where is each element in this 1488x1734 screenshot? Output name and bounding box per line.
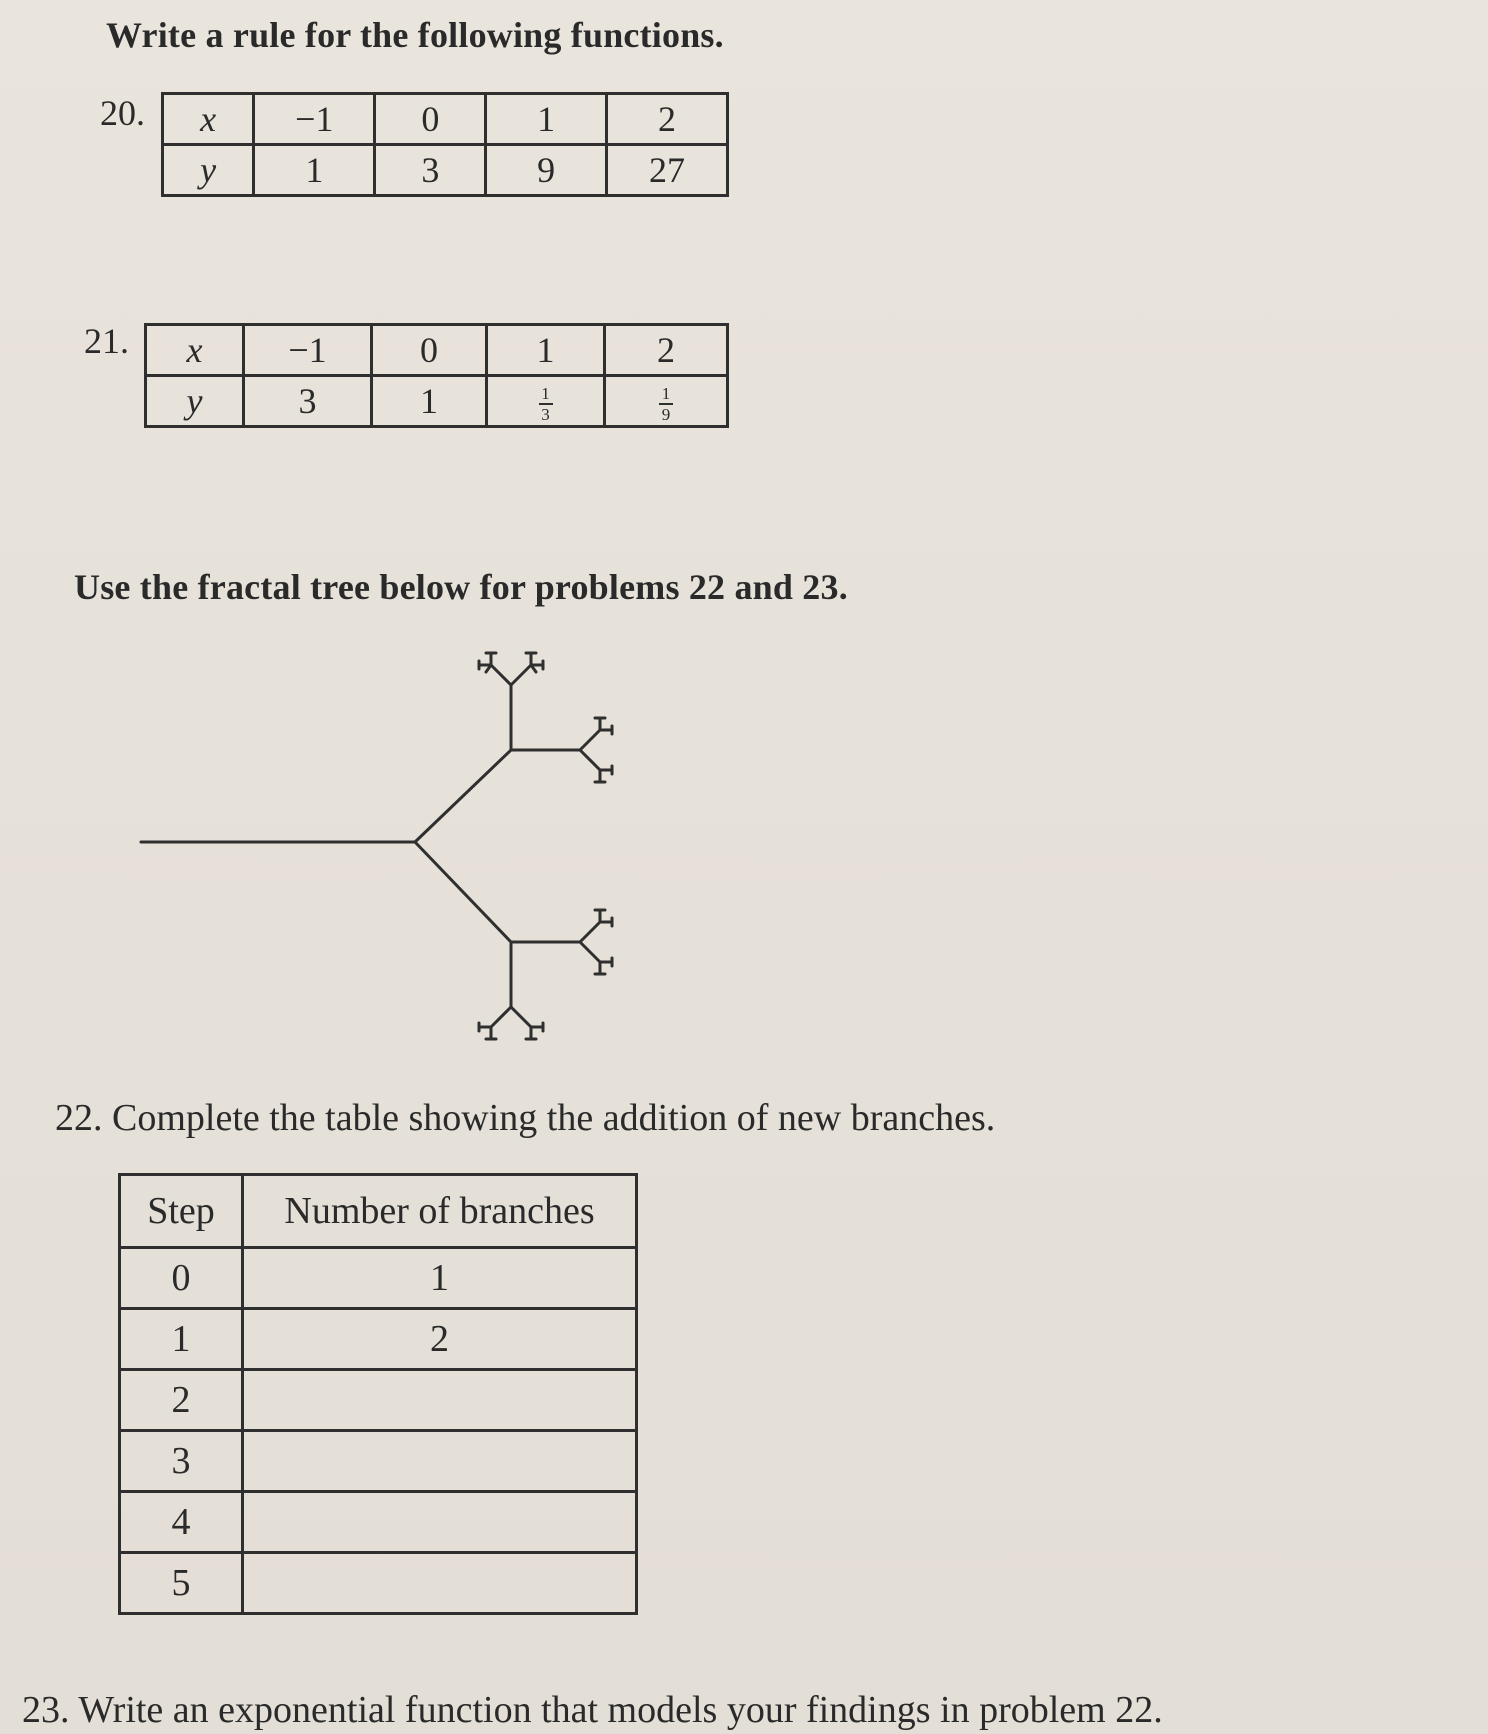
branches-cell: 2 — [243, 1309, 637, 1370]
branches-cell[interactable] — [243, 1492, 637, 1553]
tree-branch — [511, 1007, 531, 1027]
table-row — [120, 1553, 637, 1614]
x-value: 1 — [487, 325, 605, 376]
tree-branch — [415, 750, 511, 842]
fraction-numerator: 1 — [541, 383, 550, 403]
y-value: 1 — [254, 145, 375, 196]
branches-table — [118, 1173, 638, 1615]
table-row — [120, 1492, 637, 1553]
fraction-denominator: 9 — [661, 404, 671, 424]
tree-branch — [415, 842, 511, 942]
problem-21-number: 21. — [84, 321, 129, 361]
x-value: −1 — [254, 94, 375, 145]
branches-cell[interactable] — [243, 1553, 637, 1614]
problem-23-text: 23. Write an exponential function that models your findings in problem 22. — [22, 1689, 1163, 1731]
problem-20-number: 20. — [100, 93, 145, 133]
col-branches-header: Number of branches — [243, 1175, 637, 1248]
y-value-fraction — [605, 376, 728, 427]
x-value: 2 — [605, 325, 728, 376]
x-value: 0 — [375, 94, 486, 145]
fraction-denominator: 3 — [541, 404, 550, 424]
step-cell: 3 — [120, 1431, 243, 1492]
x-label: x — [163, 94, 254, 145]
x-value: 1 — [486, 94, 607, 145]
problem-22-text: 22. Complete the table showing the addition of new branches. — [55, 1097, 996, 1139]
tree-branch — [580, 750, 600, 770]
y-label: y — [163, 145, 254, 196]
step-cell: 5 — [120, 1553, 243, 1614]
step-cell: 2 — [120, 1370, 243, 1431]
problem-20-table — [161, 92, 729, 197]
y-value: 9 — [486, 145, 607, 196]
tree-branch — [580, 942, 600, 962]
table-row — [120, 1370, 637, 1431]
x-value: 0 — [372, 325, 487, 376]
y-value: 1 — [372, 376, 487, 427]
y-value: 3 — [375, 145, 486, 196]
tree-branch — [580, 922, 600, 942]
col-step-header: Step — [120, 1175, 243, 1248]
tree-branch — [511, 665, 531, 685]
x-value: −1 — [244, 325, 372, 376]
tree-branch — [491, 665, 511, 685]
problem-21-table — [144, 323, 729, 428]
table-row — [120, 1309, 637, 1370]
table-row — [120, 1248, 637, 1309]
step-cell: 4 — [120, 1492, 243, 1553]
step-cell: 0 — [120, 1248, 243, 1309]
y-label: y — [146, 376, 244, 427]
page-heading: Write a rule for the following functions. — [106, 15, 724, 55]
fraction-numerator: 1 — [661, 383, 671, 403]
branches-cell: 1 — [243, 1248, 637, 1309]
y-value: 27 — [606, 145, 727, 196]
tree-branch — [580, 730, 600, 750]
x-label: x — [146, 325, 244, 376]
branches-cell[interactable] — [243, 1431, 637, 1492]
fractal-tree — [0, 620, 700, 1060]
fractal-heading: Use the fractal tree below for problems 22 and 23. — [74, 567, 848, 607]
step-cell: 1 — [120, 1309, 243, 1370]
table-row — [120, 1431, 637, 1492]
branches-cell[interactable] — [243, 1370, 637, 1431]
y-value-fraction — [487, 376, 605, 427]
tree-branch — [491, 1007, 511, 1027]
x-value: 2 — [606, 94, 727, 145]
y-value: 3 — [244, 376, 372, 427]
